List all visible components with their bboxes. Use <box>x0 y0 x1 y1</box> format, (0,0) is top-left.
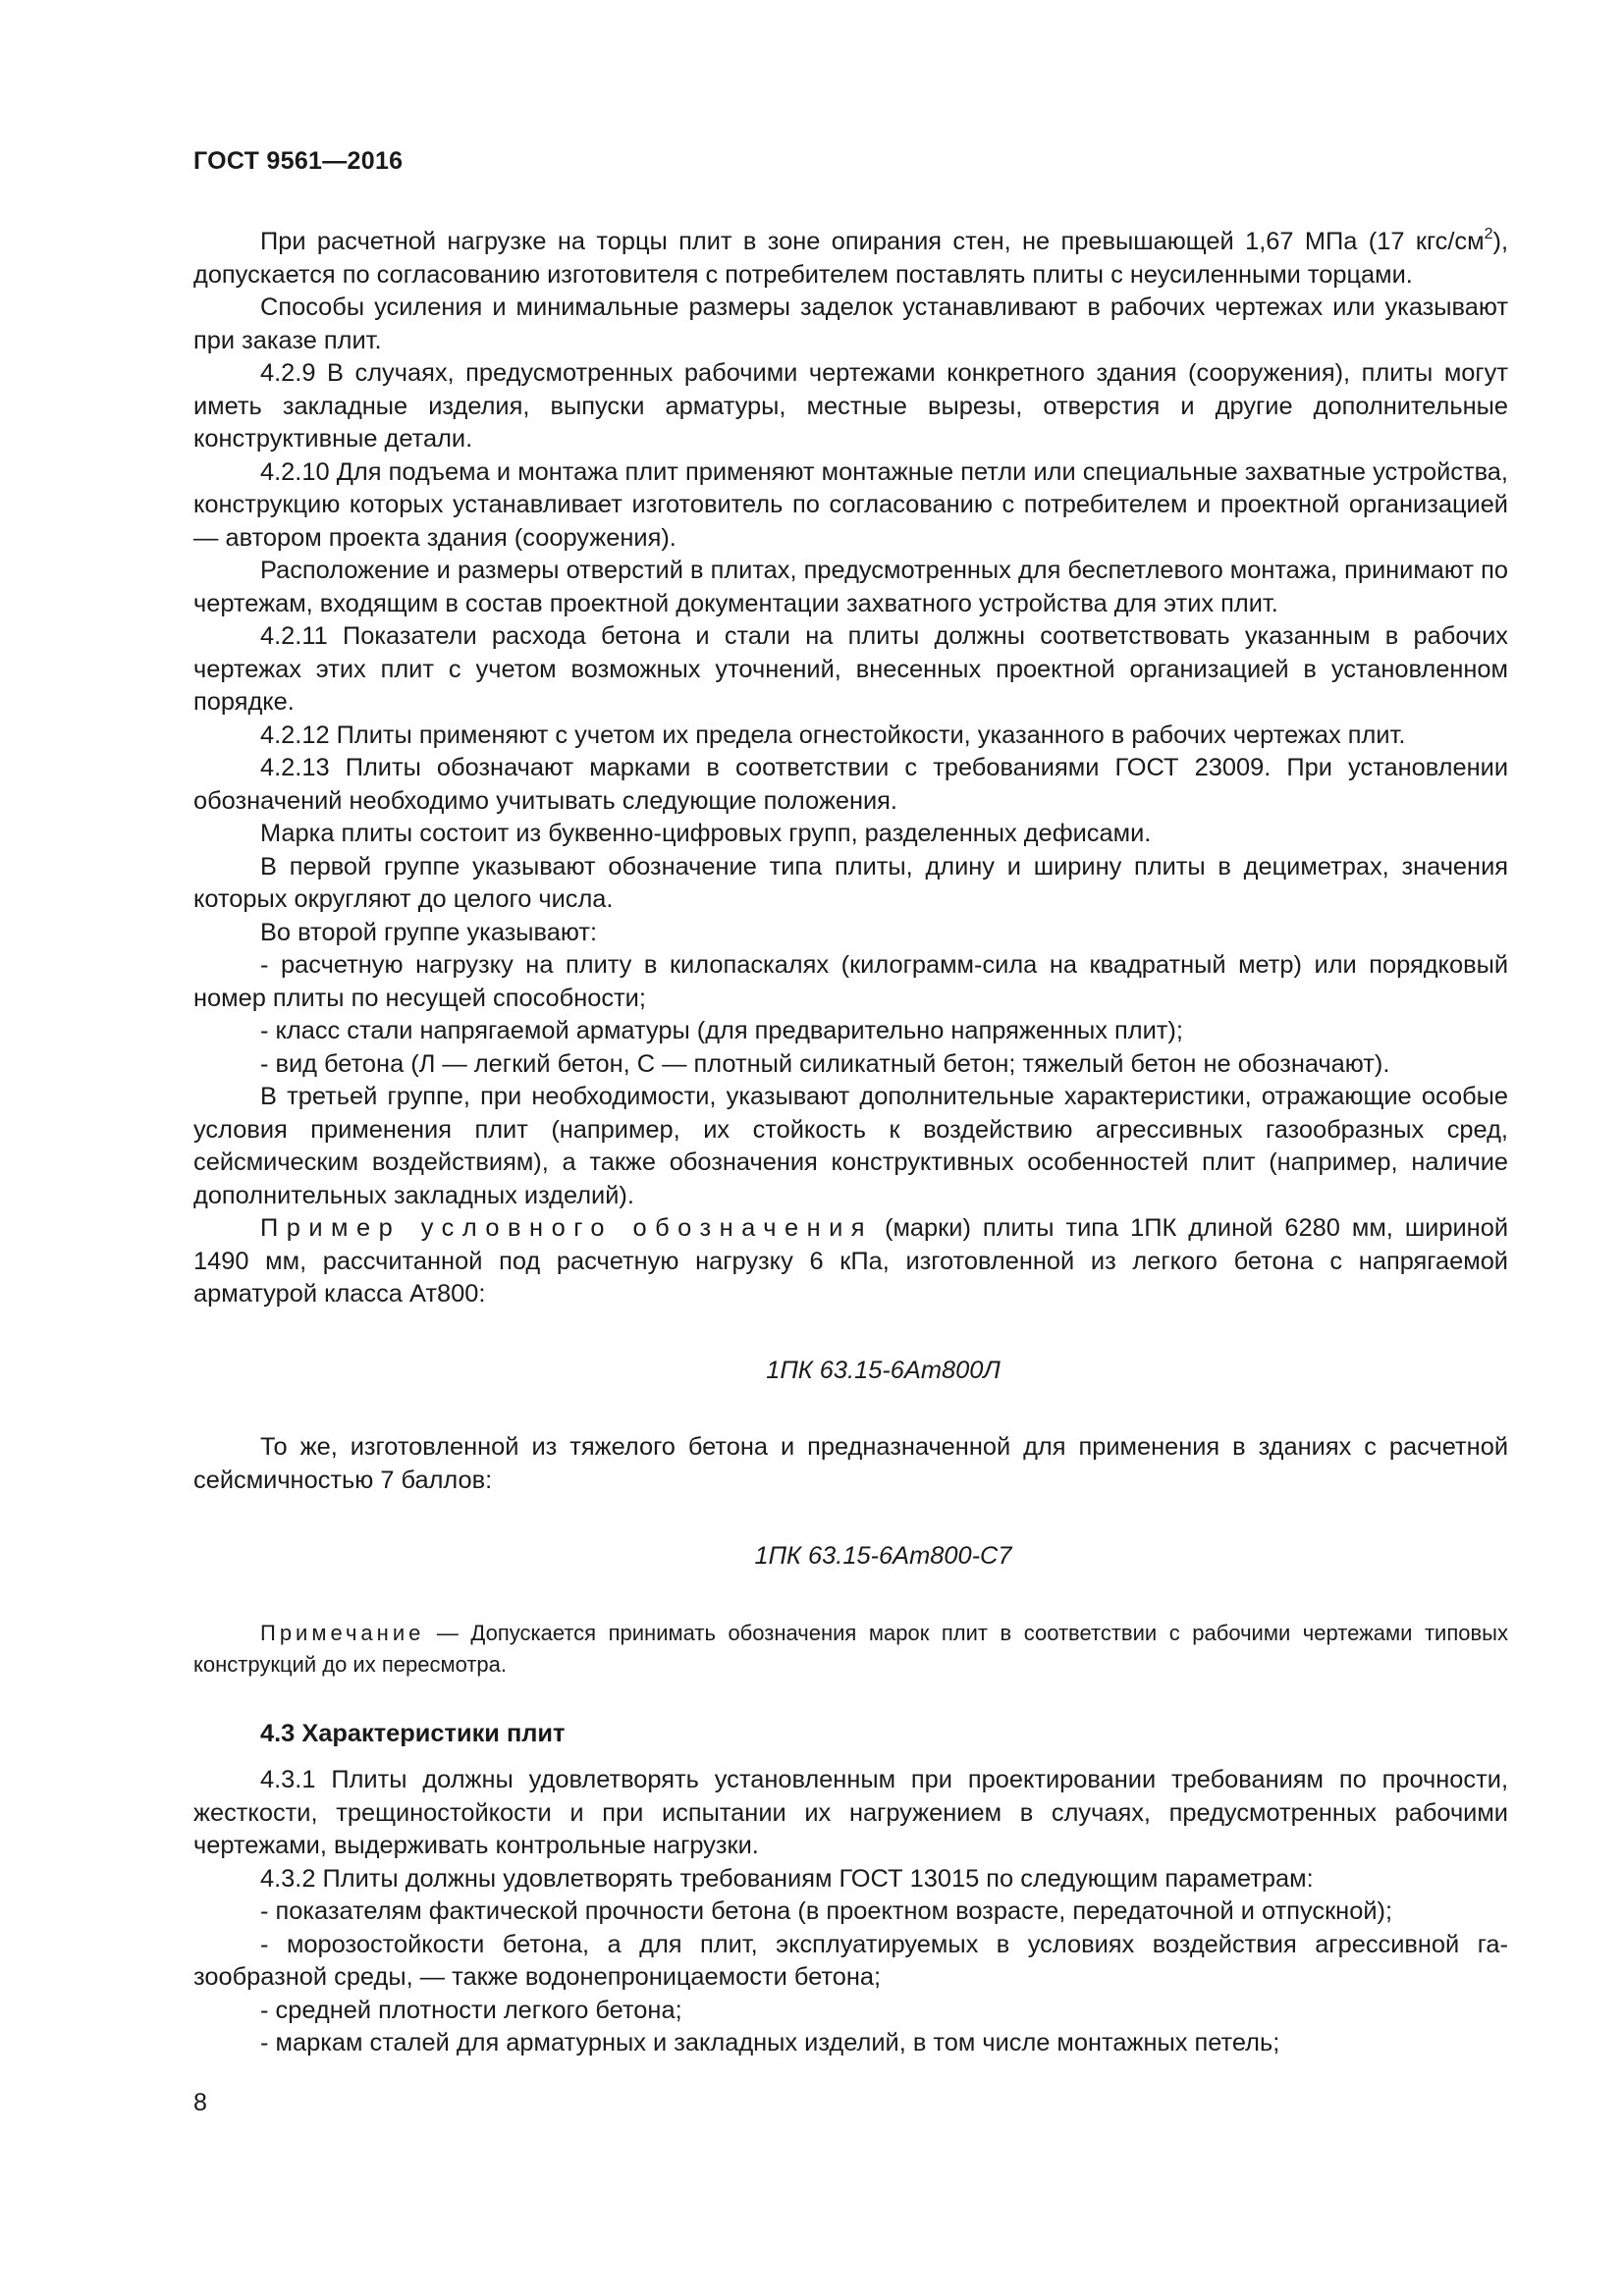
paragraph: В первой группе указывают обозначение типа плиты, длину и ширину плиты в дециметрах, значения которых округляют до целого числа. <box>193 852 1508 913</box>
page-number: 8 <box>193 2089 207 2116</box>
clause-4-3-2: 4.3.2 Плиты должны удовлетворять требованиям ГОСТ 13015 по следующим параметрам: <box>260 1864 1314 1893</box>
clause-4-2-12: 4.2.12 Плиты применяют с учетом их предела огнестойкости, указанного в рабочих чертежах плит. <box>260 721 1406 749</box>
paragraph: Марка плиты состоит из буквенно-цифровых групп, разделенных дефисами. <box>260 820 1152 847</box>
clause-4-2-11: 4.2.11 Показатели расхода бетона и стали на плиты должны соответствовать указанным в рабочих чертежах этих плит с учетом возможных уточнений, внесенных проектной организацией в установленном порядке. <box>193 622 1508 716</box>
page-body <box>193 226 1508 2060</box>
note-label: Примечание <box>260 1620 425 1645</box>
list-item: - расчетную нагрузку на плиту в килопаскалях (килограмм-сила на квадратный метр) или порядковый номер плиты по несущей способности; <box>193 951 1508 1012</box>
paragraph: То же, изготовленной из тяжелого бетона и предназначенной для применения в зданиях с расчетной сейсмичностью 7 баллов: <box>193 1433 1508 1494</box>
clause-4-2-10: 4.2.10 Для подъема и монтажа плит применяют монтажные петли или специальные захватные устройства, конструкцию которых устанавливает изготовитель по согласованию с потребителем и проектной организацией — автором проекта здания (сооружения). <box>193 457 1508 552</box>
paragraph: Способы усиления и минимальные размеры заделок устанавливают в рабочих чертежах или указывают при заказе плит. <box>193 294 1508 354</box>
list-item: - показателям фактической прочности бетона (в проектном возрасте, передаточной и отпускной); <box>260 1897 1393 1925</box>
section-heading: 4.3 Характеристики плит <box>260 1719 566 1747</box>
paragraph-text: ), допускается по согласованию изготовителя с потребителем поставлять плиты с неусиленными торцами. <box>193 228 1508 289</box>
paragraph <box>193 226 1508 292</box>
note-text: — Допускается принимать обозначения марок плит в соответствии с рабочими чертежами типовых конструкций до их пересмотра. <box>193 1620 1508 1677</box>
example-label: Пример условного обозначения <box>260 1214 874 1242</box>
formula-text: 1ПК 63.15-6Ат800-С7 <box>754 1542 1012 1570</box>
paragraph-text: При расчетной нагрузке на торцы плит в зоне опирания стен, не превышающей 1,67 МПа (17 кгс/см <box>260 228 1485 255</box>
list-item: - вид бетона (Л — легкий бетон, С — плотный силикатный бетон; тяжелый бетон не обозначают). <box>260 1049 1390 1078</box>
paragraph: Расположение и размеры отверстий в плитах, предусмотренных для беспетлевого монтажа, принимают по чертежам, входящим в состав проектной документации захватного устройства для этих плит. <box>193 557 1508 617</box>
document-header: ГОСТ 9561—2016 <box>193 147 404 175</box>
paragraph: В третьей группе, при необходимости, указывают дополнительные характеристики, отражающие особые условия применения плит (например, их стойкость к воздействию агрессивных газообразных сред, сейсмическим воздействиям), а также обозначения конструктивных особенностей плит (например, наличие дополнительных закладных изделий). <box>193 1083 1508 1209</box>
list-item: - средней плотности легкого бетона; <box>260 1996 682 2024</box>
example-paragraph <box>193 1212 1508 1311</box>
paragraph-text: (марки) плиты типа 1ПК длиной 6280 мм, шириной 1490 мм, рассчитанной под расчетную нагрузку 6 кПа, изготовленной из легкого бетона с напрягаемой арматурой класса Ат800: <box>193 1214 1508 1308</box>
list-item: - класс стали напрягаемой арматуры (для предварительно напряженных плит); <box>260 1017 1183 1044</box>
formula-text: 1ПК 63.15-6Ат800Л <box>766 1356 1001 1384</box>
superscript: 2 <box>1484 225 1493 242</box>
paragraph: Во второй группе указывают: <box>260 918 598 946</box>
list-item: - маркам сталей для арматурных и закладных изделий, в том числе монтажных петель; <box>260 2029 1280 2056</box>
clause-4-2-9: 4.2.9 В случаях, предусмотренных рабочими чертежами конкретного здания (сооружения), плиты могут иметь закладные изделия, выпуски арматуры, местные вырезы, отверстия и другие дополнительные конструктивные детали. <box>193 359 1508 453</box>
clause-4-3-1: 4.3.1 Плиты должны удовлетворять установленным при проектировании требованиям по прочности, жесткости, трещиностойкости и при испытании их нагружением в случаях, предусмотренных рабочими чертежами, выдерживать контрольные нагрузки. <box>193 1766 1508 1859</box>
formula-example-1 <box>193 1355 1508 1388</box>
formula-example-2 <box>193 1540 1508 1574</box>
list-item: - морозостойкости бетона, а для плит, эксплуатируемых в условиях воздействия агрессивной газообразной среды, — также водонепроницаемости бетона; <box>193 1930 1508 1991</box>
clause-4-2-13: 4.2.13 Плиты обозначают марками в соответствии с требованиями ГОСТ 23009. При установлении обозначений необходимо учитывать следующие положения. <box>193 754 1508 815</box>
note <box>193 1618 1508 1681</box>
